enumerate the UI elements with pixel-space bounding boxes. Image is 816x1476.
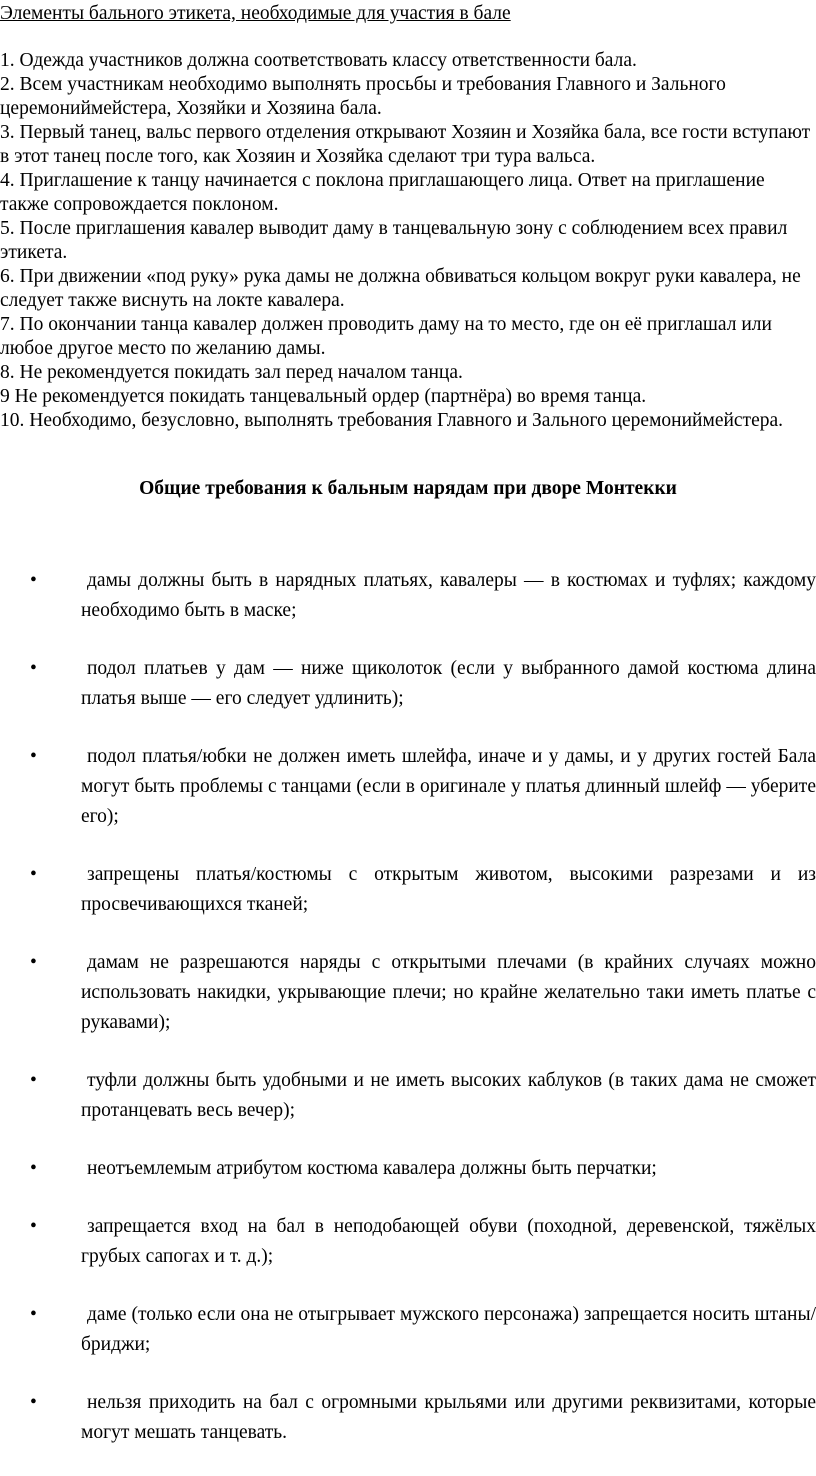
rule-item: 6. При движении «под руку» рука дамы не должна обвиваться кольцом вокруг руки кавалера, не следует также виснуть на локте кавалера. — [0, 266, 801, 311]
document-title: Элементы бального этикета, необходимые для участия в бале — [0, 3, 511, 24]
rule-item: 7. По окончании танца кавалер должен проводить даму на то место, где он её приглашал или любое другое место по желанию дамы. — [0, 314, 772, 359]
rule-item: 2. Всем участникам необходимо выполнять просьбы и требования Главного и Зального церемониймейстера, Хозяйки и Хозяина бала. — [0, 74, 726, 119]
bullet-icon: • — [30, 1392, 37, 1413]
rule-item: 8. Не рекомендуется покидать зал перед началом танца. — [0, 362, 463, 383]
bullet-icon: • — [30, 952, 37, 973]
bullet-icon: • — [30, 864, 37, 885]
bullet-icon: • — [30, 1216, 37, 1237]
dress-requirements-list — [0, 566, 816, 1476]
section-title: Общие требования к бальным нарядам при дворе Монтекки — [139, 478, 677, 499]
rule-item: 5. После приглашения кавалер выводит даму в танцевальную зону с соблюдением всех правил этикета. — [0, 218, 788, 263]
rule-item: 3. Первый танец, вальс первого отделения открывают Хозяин и Хозяйка бала, все гости вступают в этот танец после того, как Хозяин и Хозяйка сделают три тура вальса. — [0, 122, 811, 167]
list-item-text: запрещены платья/костюмы с открытым животом, высокими разрезами и из просвечивающихся тканей; — [81, 864, 816, 915]
rule-item: 10. Необходимо, безусловно, выполнять требования Главного и Зального церемониймейстера. — [0, 410, 784, 431]
bullet-icon: • — [30, 746, 37, 767]
list-item — [0, 860, 816, 920]
rule-item: 9 Не рекомендуется покидать танцевальный ордер (партнёра) во время танца. — [0, 386, 647, 407]
list-item — [0, 1066, 816, 1126]
list-item-text: подол платья/юбки не должен иметь шлейфа, иначе и у дамы, и у других гостей Бала могут быть проблемы с танцами (если в оригинале у платья длинный шлейф — уберите его); — [81, 746, 816, 827]
list-item-text: неотъемлемым атрибутом костюма кавалера должны быть перчатки; — [87, 1158, 657, 1179]
list-item — [0, 1300, 816, 1360]
list-item-text: даме (только если она не отыгрывает мужского персонажа) запрещается носить штаны/бриджи; — [81, 1304, 816, 1355]
list-item — [0, 566, 816, 626]
list-item — [0, 1154, 816, 1184]
list-item — [0, 654, 816, 714]
rule-item: 1. Одежда участников должна соответствовать классу ответственности бала. — [0, 50, 637, 71]
list-item-text: запрещается вход на бал в неподобающей обуви (походной, деревенской, тяжёлых грубых сапогах и т. д.); — [81, 1216, 816, 1267]
bullet-icon: • — [30, 1158, 37, 1179]
list-item-text: дамы должны быть в нарядных платьях, кавалеры — в костюмах и туфлях; каждому необходимо быть в маске; — [81, 570, 816, 621]
list-item — [0, 948, 816, 1038]
bullet-icon: • — [30, 1304, 37, 1325]
bullet-icon: • — [30, 658, 37, 679]
list-item-text: туфли должны быть удобными и не иметь высоких каблуков (в таких дама не сможет протанцевать весь вечер); — [81, 1070, 816, 1121]
bullet-icon: • — [30, 1070, 37, 1091]
rule-item: 4. Приглашение к танцу начинается с поклона приглашающего лица. Ответ на приглашение также сопровождается поклоном. — [0, 170, 765, 215]
list-item — [0, 1212, 816, 1272]
list-item-text: дамам не разрешаются наряды с открытыми плечами (в крайних случаях можно использовать накидки, укрывающие плечи; но крайне желательно таки иметь платье с рукавами); — [81, 952, 816, 1033]
etiquette-rules-list — [0, 49, 816, 433]
bullet-icon: • — [30, 570, 37, 591]
list-item-text: подол платьев у дам — ниже щиколоток (если у выбранного дамой костюма длина платья выше — его следует удлинить); — [81, 658, 816, 709]
list-item-text: нельзя приходить на бал с огромными крыльями или другими реквизитами, которые могут мешать танцевать. — [81, 1392, 816, 1443]
list-item — [0, 1388, 816, 1448]
list-item — [0, 742, 816, 832]
